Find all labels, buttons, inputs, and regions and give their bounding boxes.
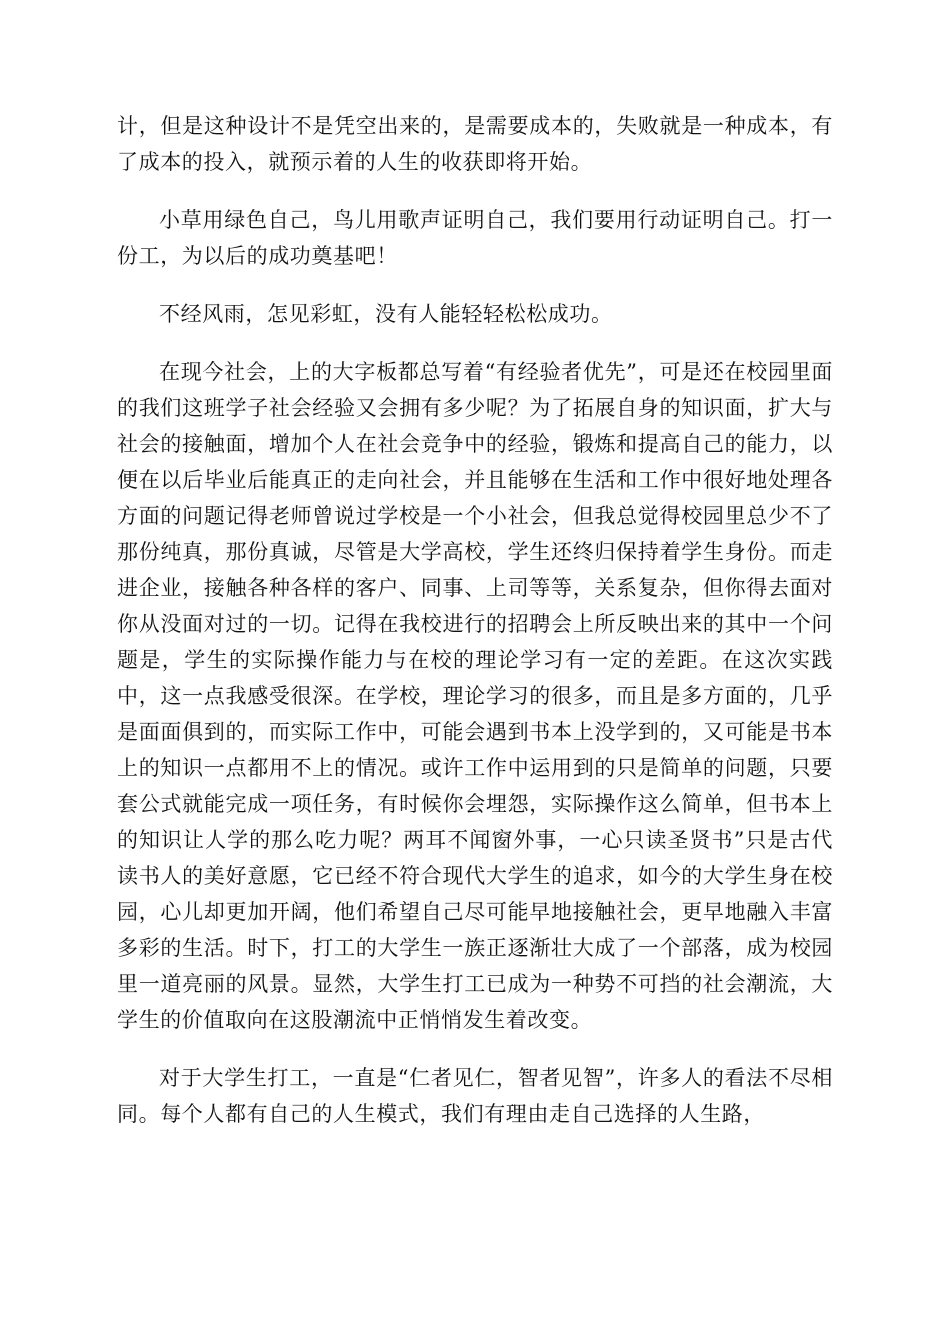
paragraph-4: 在现今社会，上的大字板都总写着“有经验者优先”，可是还在校园里面的我们这班学子社会经验又会拥有多少呢？为了拓展自身的知识面，扩大与社会的接触面，增加个人在社会竞争中的经验，锻炼和提高自己的能力，以便在以后毕业后能真正的走向社会，并且能够在生活和工作中很好地处理各方面的问题记得老师曾说过学校是一个小社会，但我总觉得校园里总少不了那份纯真，那份真诚，尽管是大学高校，学生还终归保持着学生身份。而走进企业，接触各种各样的客户、同事、上司等等，关系复杂，但你得去面对你从没面对过的一切。记得在我校进行的招聘会上所反映出来的其中一个问题是，学生的实际操作能力与在校的理论学习有一定的差距。在这次实践中，这一点我感受很深。在学校，理论学习的很多，而且是多方面的，几乎是面面俱到的，而实际工作中，可能会遇到书本上没学到的，又可能是书本上的知识一点都用不上的情况。或许工作中运用到的只是简单的问题，只要套公式就能完成一项任务，有时候你会埋怨，实际操作这么简单，但书本上的知识让人学的那么吃力呢？两耳不闻窗外事，一心只读圣贤书”只是古代读书人的美好意愿，它已经不符合现代大学生的追求，如今的大学生身在校园，心儿却更加开阔，他们希望自己尽可能早地接触社会，更早地融入丰富多彩的生活。时下，打工的大学生一族正逐渐壮大成了一个部落，成为校园里一道亮丽的风景。显然，大学生打工已成为一种势不可挡的社会潮流，大学生的价值取向在这股潮流中正悄悄发生着改变。 xyxy=(117,360,833,1032)
paragraph-2: 小草用绿色自己，鸟儿用歌声证明自己，我们要用行动证明自己。打一份工，为以后的成功奠基吧！ xyxy=(117,208,833,268)
paragraph-1: 计，但是这种设计不是凭空出来的，是需要成本的，失败就是一种成本，有了成本的投入，就预示着的人生的收获即将开始。 xyxy=(117,114,833,174)
document-body xyxy=(117,108,833,1154)
paragraph-5: 对于大学生打工，一直是“仁者见仁，智者见智”，许多人的看法不尽相同。每个人都有自己的人生模式，我们有理由走自己选择的人生路， xyxy=(117,1066,833,1126)
paragraph-3: 不经风雨，怎见彩虹，没有人能轻轻松松成功。 xyxy=(159,302,613,326)
